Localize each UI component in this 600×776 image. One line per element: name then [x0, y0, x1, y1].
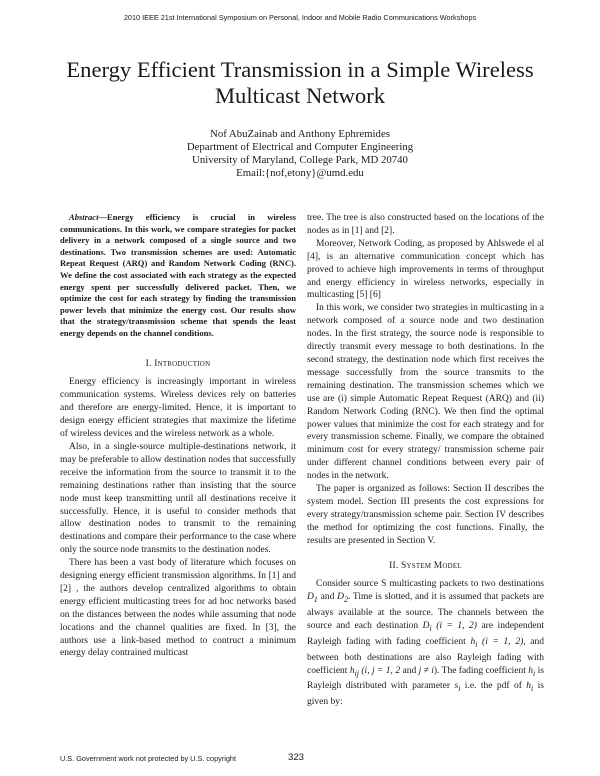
- math-di: $D_i$: [422, 621, 432, 633]
- math-condition: j ≠ i: [418, 665, 434, 676]
- section-heading-introduction: [60, 358, 296, 371]
- math-hij: $h_{ij}$: [349, 665, 359, 678]
- paragraph: Moreover, Network Coding, as proposed by Ahlswede el al [4], is an alternative communication concept which has proved to achieve high improvements in terms of throughput and energy efficiency in wireless networks, especially in multicasting [5] [6]: [307, 238, 544, 301]
- conference-header: 2010 IEEE 21st International Symposium on Personal, Indoor and Mobile Radio Communications Workshops: [123, 13, 477, 22]
- math-hi: $h_i$: [526, 681, 534, 694]
- paper-title: Energy Efficient Transmission in a Simple Wireless Multicast Network: [66, 57, 534, 108]
- math-si: $s_i$: [454, 681, 461, 694]
- section-number: II.: [389, 560, 399, 571]
- text-run: is Rayleigh distributed with parameter: [307, 665, 544, 692]
- author-block: [0, 128, 600, 180]
- left-column: [60, 212, 296, 660]
- right-column: [307, 212, 544, 709]
- math-d1: $D_1$: [307, 592, 318, 605]
- text-run: ). The fading coefficient: [433, 665, 529, 676]
- text-run: . Time is slotted, and it is assumed that packets are always available at the source. The channels between the source and each destination: [307, 592, 544, 632]
- section-heading-system-model: [307, 560, 544, 573]
- paragraph: The paper is organized as follows: Section II describes the system model. Section III presents the cost expressions for every strategy/transmission scheme pair. Section IV describes the method for optimizing the cost functions. Finally, the results are presented in Section V.: [307, 484, 544, 546]
- text-run: are independent Rayleigh fading with fading coefficient: [307, 621, 544, 647]
- paragraph: Also, in a single-source multiple-destinations network, it may be preferable to allow destination nodes that successfully receive the information from the source to transmit it to the remaining destinations rather than insisting that the source node must keep transmitting until all destinations receive it successfully. Hence, it is useful to consider methods that allow destination nodes to transmit to the remaining destinations and compare their performance to the case where only the source node transmits to the destination nodes.: [60, 441, 296, 556]
- math-di-range: (i = 1, 2): [431, 621, 477, 632]
- math-hij-range: (i, j = 1, 2: [359, 665, 401, 676]
- author-university: University of Maryland, College Park, MD 20740: [192, 154, 408, 166]
- section-title: Introduction: [154, 358, 211, 369]
- author-email: Email:{nof,etony}@umd.edu: [236, 167, 364, 179]
- author-names: Nof AbuZainab and Anthony Ephremides: [210, 128, 390, 140]
- math-d2: $D_2$: [337, 592, 348, 605]
- abstract-text: —Energy efficiency is crucial in wireless communications. In this work, we compare strategies for packet delivery in a network composed of a single source and two destinations. Two transmission schemes are used: Automatic Repeat Request (ARQ) and Random Network Coding (RNC). We define the cost associated with each strategy as the expected energy spent per successfully delivered packet. Then, we optimize the cost for each strategy by finding the transmission power levels that minimize the energy cost. Our results show that the strategy/transmission scheme that spends the least energy depends on the channel conditions.: [60, 212, 296, 338]
- text-run: is given by:: [307, 681, 544, 708]
- author-department: Department of Electrical and Computer Engineering: [186, 141, 414, 153]
- paragraph: In this work, we consider two strategies in multicasting in a network composed of a source node and two destination nodes. In the first strategy, the source node is responsible to directly transmit every message to both destinations. In the second strategy, the destination node which first receives the message successfully from the source transmits to the remaining destination. The transmission schemes which we use are (i) simple Automatic Repeat Request (ARQ) and (ii) Random Network Coding (RNC). We then find the optimal power values that minimize the cost for each strategy and for every transmission scheme. Finally, we compare the obtained minimum cost for every strategy/ transmission scheme pair under different channel conditions between every pair of nodes in the network.: [307, 303, 544, 482]
- text-run: i.e. the pdf of: [460, 681, 527, 692]
- math-hi: $h_i$: [528, 665, 536, 678]
- section-number: I.: [145, 358, 152, 369]
- abstract: [60, 212, 296, 340]
- copyright-footer: U.S. Government work not protected by U.S. copyright: [60, 754, 237, 763]
- abstract-label: Abstract: [69, 212, 99, 222]
- section-title: System Model: [400, 560, 462, 571]
- system-model-paragraph: [307, 578, 544, 709]
- text-run: and: [317, 592, 338, 603]
- page-number: 323: [288, 752, 305, 763]
- text-run: and: [400, 665, 419, 676]
- text-run: , and between both destinations are also Rayleigh fading with coefficient: [307, 636, 544, 676]
- math-hi: $h_i$: [470, 636, 478, 649]
- text-run: Consider source S multicasting packets to two destinations: [316, 579, 544, 590]
- paragraph: Energy efficiency is increasingly important in wireless communication systems. Wireless devices rely on batteries and therefore are energy-limited. Hence, it is important to design energy efficient strategies that maximize the lifetime of wireless devices and the wireless network as a whole.: [60, 377, 296, 440]
- paragraph: tree. The tree is also constructed based on the locations of the nodes as in [1] and [2].: [307, 213, 544, 236]
- math-hi-range: (i = 1, 2): [477, 636, 524, 647]
- paragraph: There has been a vast body of literature which focuses on designing energy efficient transmission algorithms. In [1] and [2] , the authors develop centralized algorithms to obtain energy efficient multicasting trees for ad hoc networks based on the distances between the nodes while assuming that node locations and the channel qualities are fixed. In [3], the authors use a link-based method to contruct a minimum energy delay contrained multicast: [60, 558, 296, 659]
